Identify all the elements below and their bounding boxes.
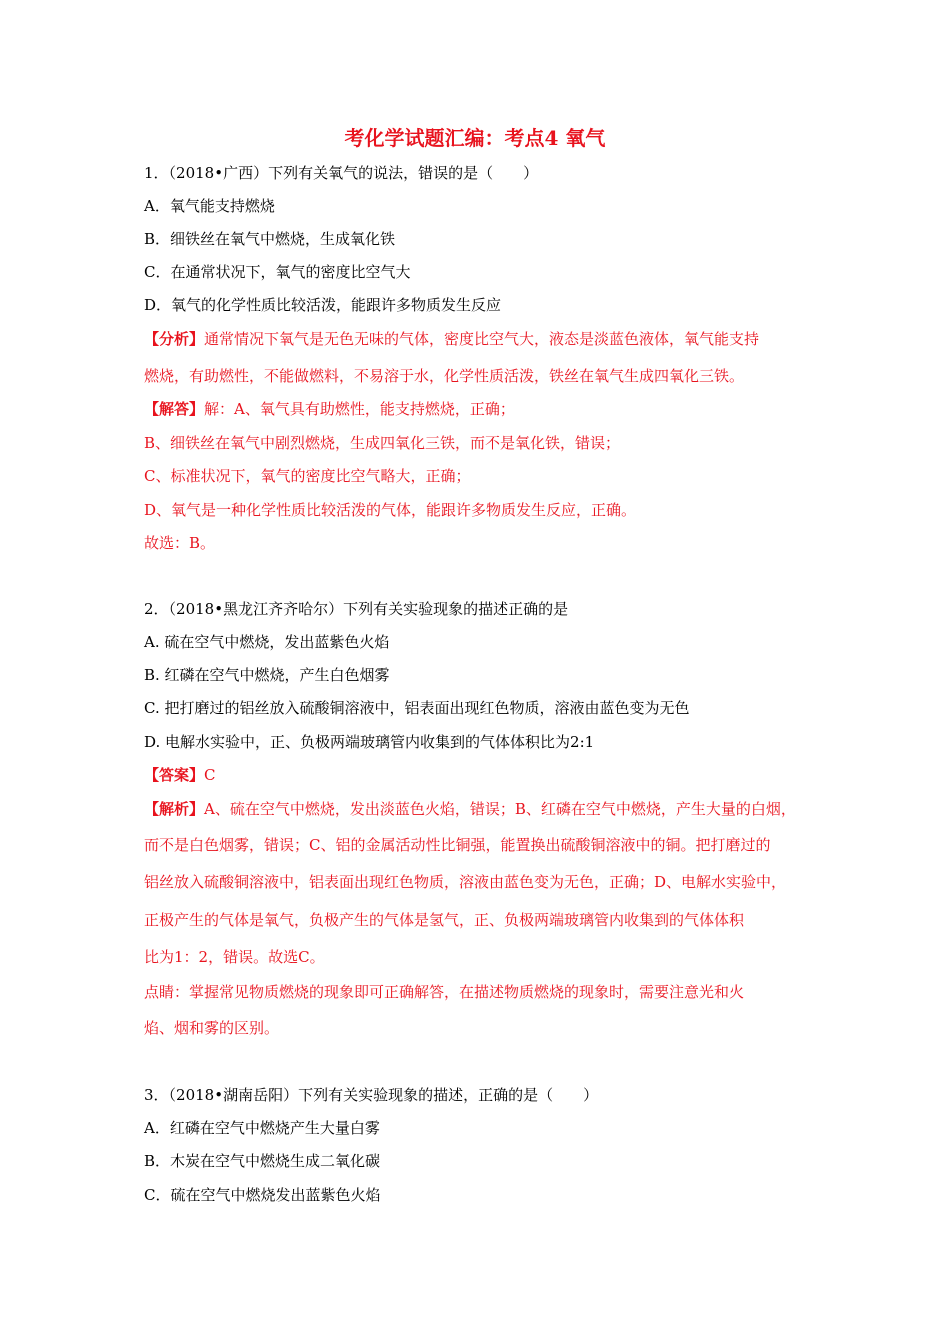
question-2-tip-line-2: 焰、烟和雾的区别。 — [144, 1019, 280, 1037]
question-2-explain-line-3: 铝丝放入硫酸铜溶液中，铝表面出现红色物质，溶液由蓝色变为无色，正确；D、电解水实验中， — [144, 873, 787, 891]
question-1-option-d: D．氧气的化学性质比较活泼，能跟许多物质发生反应 — [144, 296, 502, 314]
answer-tag: 【解答】 — [144, 400, 205, 418]
question-3-stem: 3．（2018•湖南岳阳）下列有关实验现象的描述，正确的是（ ） — [144, 1086, 599, 1104]
answer-text: 解：A、氧气具有助燃性，能支持燃烧，正确； — [204, 400, 515, 418]
question-2-explain-line-2: 而不是白色烟雾，错误；C、铝的金属活动性比铜强，能置换出硫酸铜溶液中的铜。把打磨过的 — [144, 836, 771, 854]
question-2-explain-line-4: 正极产生的气体是氧气，负极产生的气体是氢气，正、负极两端玻璃管内收集到的气体体积 — [144, 911, 745, 929]
question-1-analysis-line-2: 燃烧，有助燃性，不能做燃料，不易溶于水，化学性质活泼，铁丝在氧气生成四氧化三铁。 — [144, 367, 745, 385]
explain-text: A、硫在空气中燃烧，发出淡蓝色火焰，错误；B、红磷在空气中燃烧，产生大量的白烟， — [204, 800, 796, 818]
question-2-answer — [144, 765, 216, 785]
question-3-option-c: C．硫在空气中燃烧发出蓝紫色火焰 — [144, 1186, 381, 1204]
question-1-option-b: B．细铁丝在氧气中燃烧，生成氧化铁 — [144, 230, 396, 248]
question-1-answer-line-2: B、细铁丝在氧气中剧烈燃烧，生成四氧化三铁，而不是氧化铁，错误； — [144, 434, 621, 452]
question-2-stem: 2．（2018•黑龙江齐齐哈尔）下列有关实验现象的描述正确的是 — [144, 600, 569, 618]
answer-value: C — [204, 766, 216, 784]
question-2-option-c: C. 把打磨过的铝丝放入硫酸铜溶液中，铝表面出现红色物质，溶液由蓝色变为无色 — [144, 699, 690, 717]
question-2-explain-line-5: 比为1：2，错误。故选C。 — [144, 948, 325, 966]
question-1-answer-line-5: 故选：B。 — [144, 534, 216, 552]
question-2-option-a: A. 硫在空气中燃烧，发出蓝紫色火焰 — [144, 633, 390, 651]
question-1-option-a: A．氧气能支持燃烧 — [144, 197, 275, 215]
question-2-tip-line-1: 点睛：掌握常见物质燃烧的现象即可正确解答，在描述物质燃烧的现象时，需要注意光和火 — [144, 983, 745, 1001]
question-2-option-d: D. 电解水实验中，正、负极两端玻璃管内收集到的气体体积比为2:1 — [144, 733, 595, 751]
explain-tag: 【解析】 — [144, 800, 205, 818]
answer-tag: 【答案】 — [144, 766, 205, 784]
question-1-answer-line-3: C、标准状况下，氧气的密度比空气略大，正确； — [144, 467, 471, 485]
question-3-option-b: B．木炭在空气中燃烧生成二氧化碳 — [144, 1152, 381, 1170]
question-1-option-c: C．在通常状况下，氧气的密度比空气大 — [144, 263, 411, 281]
question-1-answer-line-1 — [144, 399, 515, 419]
question-1-answer-line-4: D、氧气是一种化学性质比较活泼的气体，能跟许多物质发生反应，正确。 — [144, 501, 637, 519]
question-1-analysis-line-1 — [144, 329, 759, 349]
question-3-option-a: A．红磷在空气中燃烧产生大量白雾 — [144, 1119, 380, 1137]
analysis-tag: 【分析】 — [144, 330, 205, 348]
page-title: 考化学试题汇编：考点4 氧气 — [344, 126, 606, 150]
analysis-text: 通常情况下氧气是无色无味的气体，密度比空气大，液态是淡蓝色液体，氧气能支持 — [204, 330, 760, 348]
question-2-option-b: B. 红磷在空气中燃烧，产生白色烟雾 — [144, 666, 390, 684]
question-1-stem: 1．（2018•广西）下列有关氧气的说法，错误的是（ ） — [144, 164, 539, 182]
question-2-explain-line-1 — [144, 799, 796, 819]
